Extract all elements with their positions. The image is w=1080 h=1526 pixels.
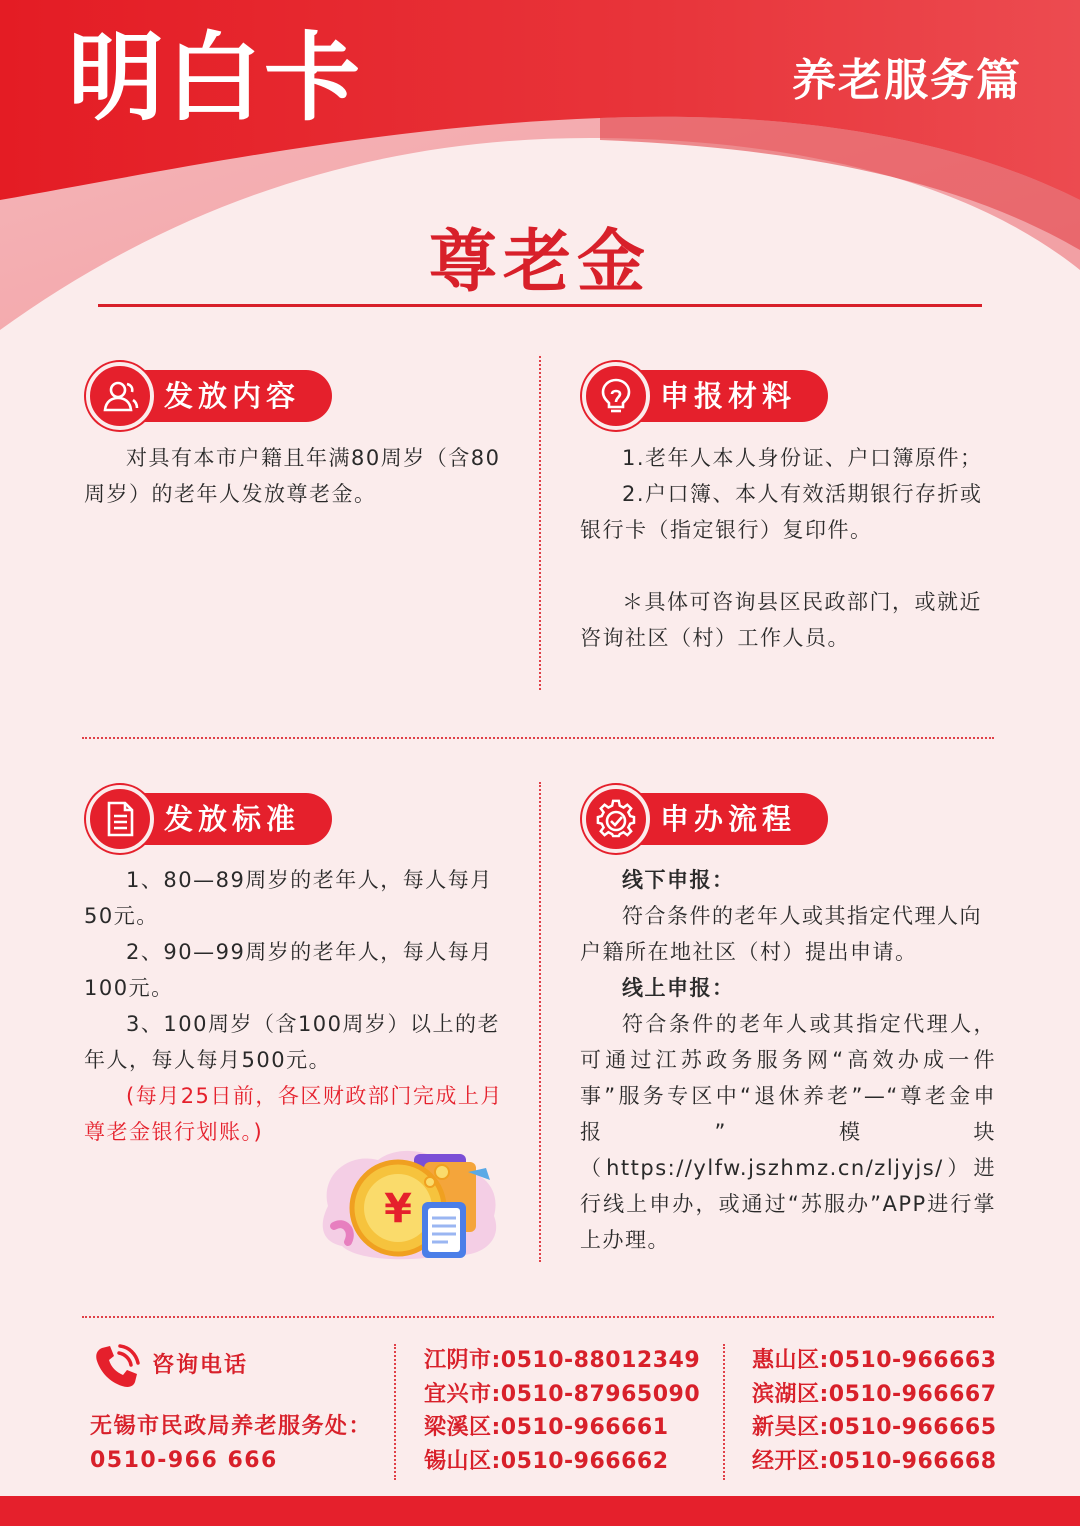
horizontal-divider-footer	[82, 1316, 994, 1318]
document-icon	[86, 785, 154, 853]
hotline-entry: 惠山区:0510-966663	[752, 1348, 997, 1373]
hotline-org	[90, 1410, 372, 1478]
process-online-text: 符合条件的老年人或其指定代理人，可通过江苏政务服务网“高效办成一件事”服务专区中“退休养老”—“尊老金申报”模块（https://ylfw.jszhmz.cn/zljyjs/）进行线上申办，或通过“苏服办”APP进行掌上办理。	[580, 1012, 996, 1252]
series-title: 养老服务篇	[792, 55, 1022, 106]
standard-text	[84, 862, 504, 1150]
process-offline-text: 符合条件的老年人或其指定代理人向户籍所在地社区（村）提出申请。	[580, 904, 982, 964]
footer-divider-1	[394, 1344, 396, 1480]
bottom-bar	[0, 1496, 1080, 1526]
standard-item-3: 3、100周岁（含100周岁）以上的老年人，每人每月500元。	[84, 1012, 501, 1072]
hotline-column-1	[424, 1344, 700, 1478]
materials-item-2: 2.户口簿、本人有效活期银行存折或银行卡（指定银行）复印件。	[580, 482, 983, 542]
section-header-content	[86, 370, 332, 422]
section-label-process: 申办流程	[612, 793, 828, 845]
section-header-standard	[86, 793, 332, 845]
hotline-entry: 经开区:0510-966668	[752, 1448, 997, 1474]
horizontal-divider-middle	[82, 737, 994, 739]
vertical-divider-bottom	[539, 782, 541, 1262]
section-label-materials: 申报材料	[612, 370, 828, 422]
gear-check-icon	[582, 785, 650, 853]
content-paragraph: 对具有本市户籍且年满80周岁（含80周岁）的老年人发放尊老金。	[84, 446, 501, 506]
page-title: 尊老金	[428, 222, 651, 302]
process-text	[580, 862, 996, 1258]
svg-text:¥: ¥	[384, 1186, 412, 1232]
materials-item-1: 1.老年人本人身份证、户口簿原件；	[622, 446, 983, 470]
process-online-title: 线上申报：	[622, 976, 735, 1000]
hotline-entry: 锡山区:0510-966662	[424, 1448, 669, 1474]
materials-note: ＊具体可咨询县区民政部门，或就近咨询社区（村）工作人员。	[580, 590, 982, 650]
hotline-entry: 滨湖区:0510-966667	[752, 1381, 997, 1407]
person-icon	[86, 362, 154, 430]
phone-icon	[92, 1342, 142, 1392]
title-underline	[98, 304, 982, 307]
section-header-process	[582, 793, 828, 845]
content-text	[84, 440, 504, 512]
materials-text	[580, 440, 996, 656]
hotline-entry: 新吴区:0510-966665	[752, 1415, 997, 1440]
hotline-label: 咨询电话	[152, 1353, 249, 1378]
standard-note: (每月25日前，各区财政部门完成上月尊老金银行划账。)	[84, 1084, 503, 1144]
standard-item-1: 1、80—89周岁的老年人，每人每月50元。	[84, 868, 493, 928]
hotline-entry: 宜兴市:0510-87965090	[424, 1381, 701, 1407]
section-label-standard: 发放标准	[116, 793, 332, 845]
footer-divider-2	[723, 1344, 725, 1480]
standard-item-2: 2、90—99周岁的老年人，每人每月100元。	[84, 940, 493, 1000]
hotline-entry: 梁溪区:0510-966661	[424, 1415, 669, 1440]
hotline-org-name: 无锡市民政局养老服务处：	[90, 1414, 373, 1439]
hotline-entry: 江阴市:0510-88012349	[424, 1348, 701, 1373]
hotline-org-number: 0510-966 666	[90, 1448, 278, 1473]
brand-title: 明白卡	[68, 22, 362, 134]
process-offline-title: 线下申报：	[622, 868, 735, 892]
lightbulb-icon	[582, 362, 650, 430]
section-label-content: 发放内容	[116, 370, 332, 422]
hotline-column-2	[752, 1344, 997, 1478]
vertical-divider-top	[539, 356, 541, 690]
coin-illustration	[318, 1146, 504, 1262]
section-header-materials	[582, 370, 828, 422]
